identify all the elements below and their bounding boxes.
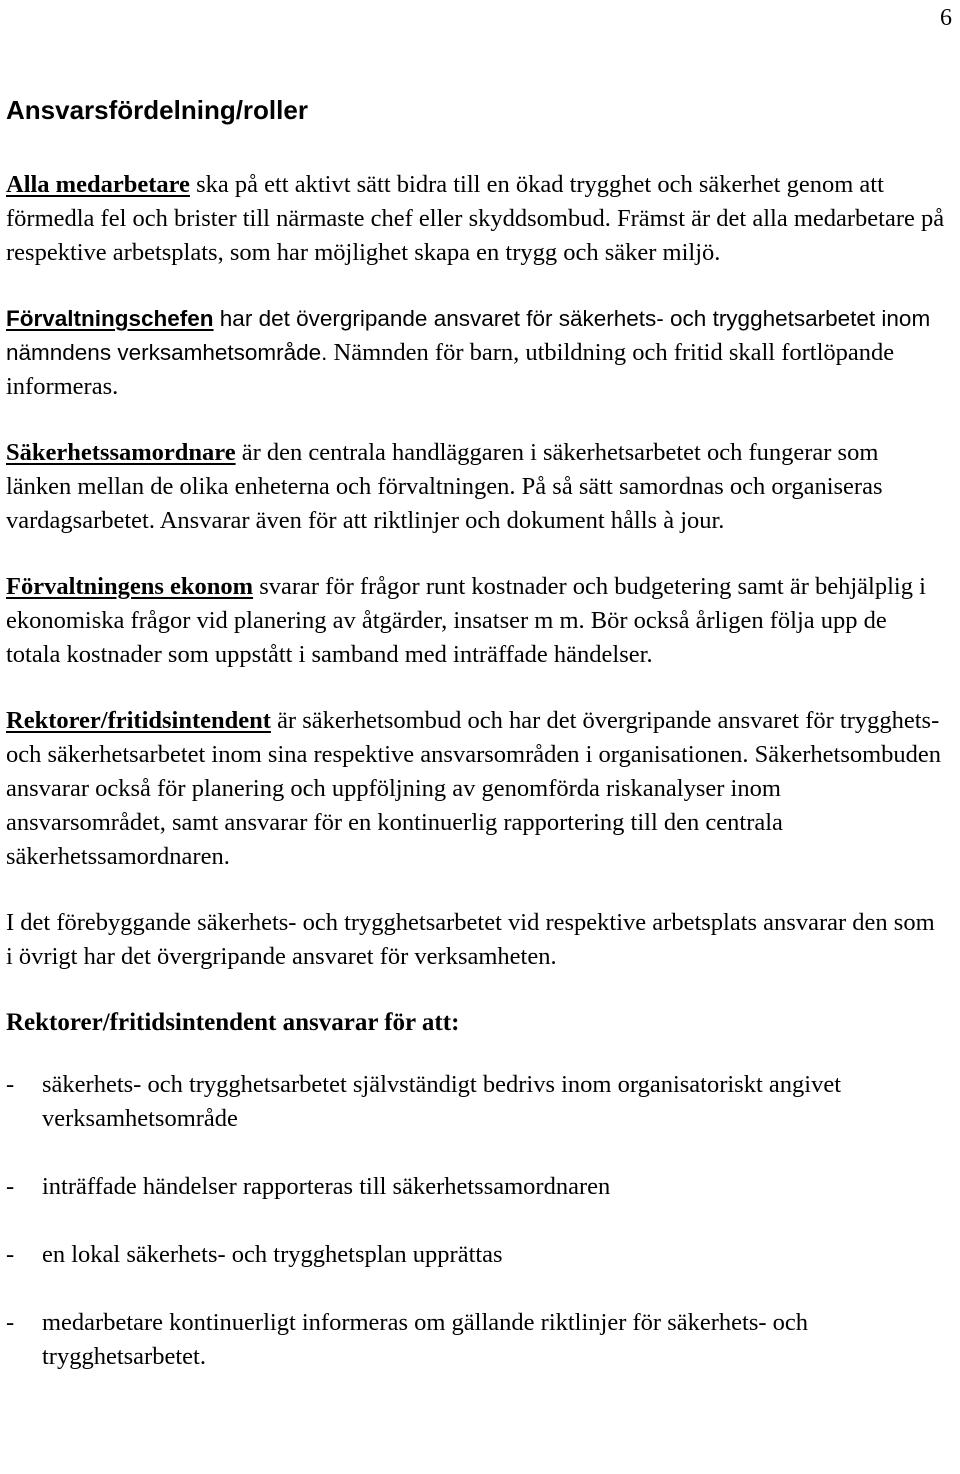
paragraph-text: I det förebyggande säkerhets- och trygghetsarbetet vid respektive arbetsplats ansvarar den som i övrigt har det övergripande ansvaret för verksamheten. [6,909,935,970]
list-item [6,1068,946,1136]
paragraph-economist [6,570,946,672]
document-body [6,92,946,1408]
list-item-text: en lokal säkerhets- och trygghetsplan upprättas [42,1241,503,1268]
paragraph-preventive-work [6,906,946,974]
role-all-employees: Alla medarbetare [6,171,190,198]
responsibilities-list [6,1068,946,1374]
role-department-head: Förvaltningschefen [6,306,214,331]
dash-bullet: - [6,1071,15,1098]
list-item-text: säkerhets- och trygghetsarbetet självständigt bedrivs inom organisatoriskt angivet verksamhetsområde [42,1071,842,1132]
list-item [6,1306,946,1374]
dash-bullet: - [6,1309,15,1336]
responsibilities-heading: Rektorer/fritidsintendent ansvarar för att: [6,1009,460,1036]
paragraph-text: svarar för frågor runt kostnader och budgetering samt är behjälplig i ekonomiska frågor vid planering av åtgärder, insatser m m. Bör också årligen följa upp de totala kostnader som uppstått i samband med inträffade händelser. [6,573,926,668]
paragraph-text: är den centrala handläggaren i säkerhetsarbetet och fungerar som länken mellan de olika enheterna och förvaltningen. På så sätt samordnas och organiseras vardagsarbetet. Ansvarar även för att riktlinjer och dokument hålls à jour. [6,439,883,534]
role-security-coordinator: Säkerhetssamordnare [6,439,236,466]
page-number: 6 [940,5,952,31]
role-principals: Rektorer/fritidsintendent [6,707,271,734]
list-item-text: inträffade händelser rapporteras till säkerhetssamordnaren [42,1173,611,1200]
paragraph-all-employees [6,168,946,270]
list-item-text: medarbetare kontinuerligt informeras om gällande riktlinjer för säkerhets- och trygghetsarbetet. [42,1309,809,1370]
role-economist: Förvaltningens ekonom [6,573,254,600]
paragraph-text: har det övergripande ansvaret för säkerhets- och trygghetsarbetet inom nämndens verksamhetsområde. [6,306,931,365]
paragraph-text: är säkerhetsombud och har det övergripande ansvaret för trygghets- och säkerhetsarbetet inom sina respektive ansvarsområden i organisationen. Säkerhetsombuden ansvarar också för planering och uppföljning av genomförda riskanalyser inom ansvarsområdet, samt ansvarar för en kontinuerlig rapportering till den centrala säkerhetssamordnaren. [6,707,942,870]
list-item [6,1170,946,1204]
paragraph-department-head [6,302,946,404]
dash-bullet: - [6,1173,15,1200]
paragraph-text: ska på ett aktivt sätt bidra till en ökad trygghet och säkerhet genom att förmedla fel och brister till närmaste chef eller skyddsombud. Främst är det alla medarbetare på respektive arbetsplats, som har möjlighet skapa en trygg och säker miljö. [6,171,945,266]
paragraph-text-continued: Nämnden för barn, utbildning och fritid skall fortlöpande informeras. [6,339,895,400]
list-item [6,1238,946,1272]
paragraph-security-coordinator [6,436,946,538]
paragraph-principals [6,704,946,874]
dash-bullet: - [6,1241,15,1268]
section-title: Ansvarsfördelning/roller [6,95,308,125]
